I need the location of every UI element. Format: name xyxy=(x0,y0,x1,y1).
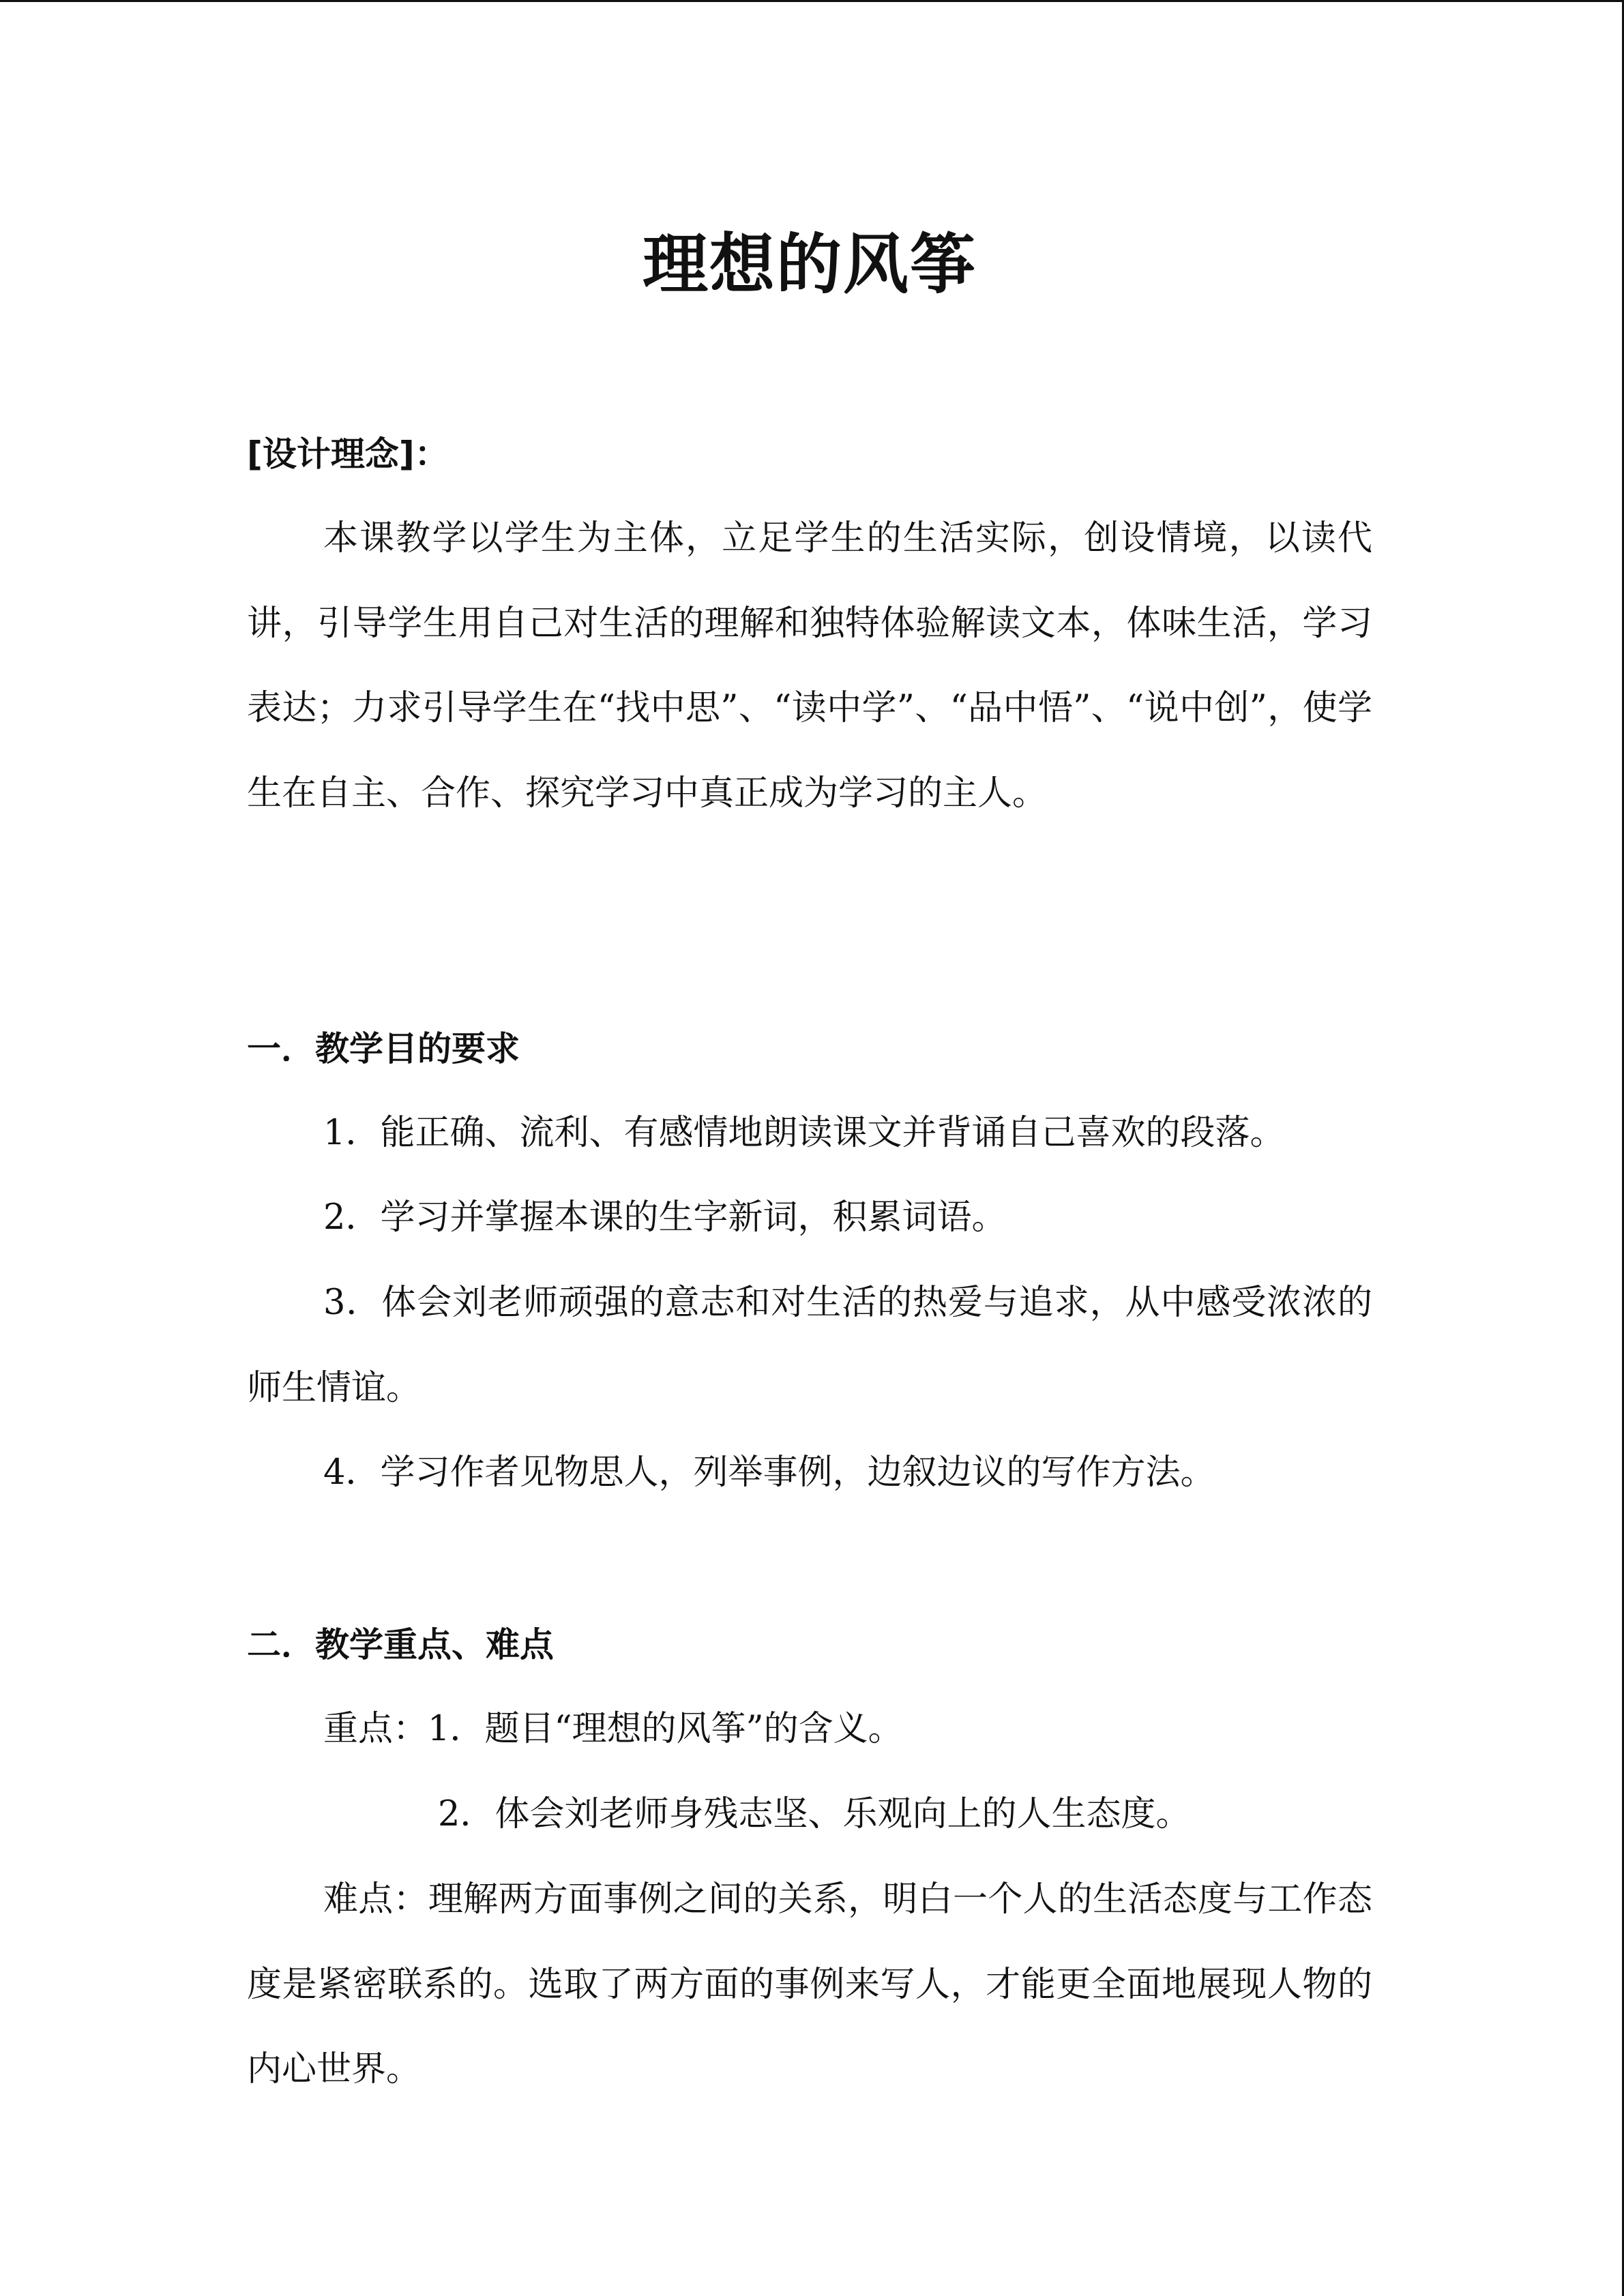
key-point-1: 重点：1．题目“理想的风筝”的含义。 xyxy=(323,1709,903,1749)
objective-item-4: 4．学习作者见物思人，列举事例，边叙边议的写作方法。 xyxy=(323,1452,1215,1493)
section-objectives-heading: 一．教学目的要求 xyxy=(247,1029,520,1069)
difficulty-paragraph: 难点：理解两方面事例之间的关系，明白一个人的生活态度与工作态度是紧密联系的。选取了两方面的事例来写人，才能更全面地展现人物的内心世界。 xyxy=(247,1879,1372,2089)
design-concept-paragraph: 本课教学以学生为主体，立足学生的生活实际，创设情境，以读代讲，引导学生用自己对生活的理解和独特体验解读文本，体味生活，学习表达；力求引导学生在“找中思”、“读中学”、“品中悟”、“说中创”，使学生在自主、合作、探究学习中真正成为学习的主人。 xyxy=(247,518,1372,814)
page-border-top xyxy=(0,0,1624,2)
key-point-2: 2．体会刘老师身残志坚、乐观向上的人生态度。 xyxy=(438,1794,1191,1834)
objective-item-1: 1．能正确、流利、有感情地朗读课文并背诵自己喜欢的段落。 xyxy=(323,1113,1285,1153)
section-focus-heading: 二．教学重点、难点 xyxy=(247,1625,554,1665)
design-concept-heading: [设计理念]： xyxy=(247,434,449,474)
objective-item-2: 2．学习并掌握本课的生字新词，积累词语。 xyxy=(323,1197,1007,1238)
document-title: 理想的风筝 xyxy=(643,226,977,303)
objective-item-3: 3．体会刘老师顽强的意志和对生活的热爱与追求，从中感受浓浓的师生情谊。 xyxy=(247,1283,1372,1408)
